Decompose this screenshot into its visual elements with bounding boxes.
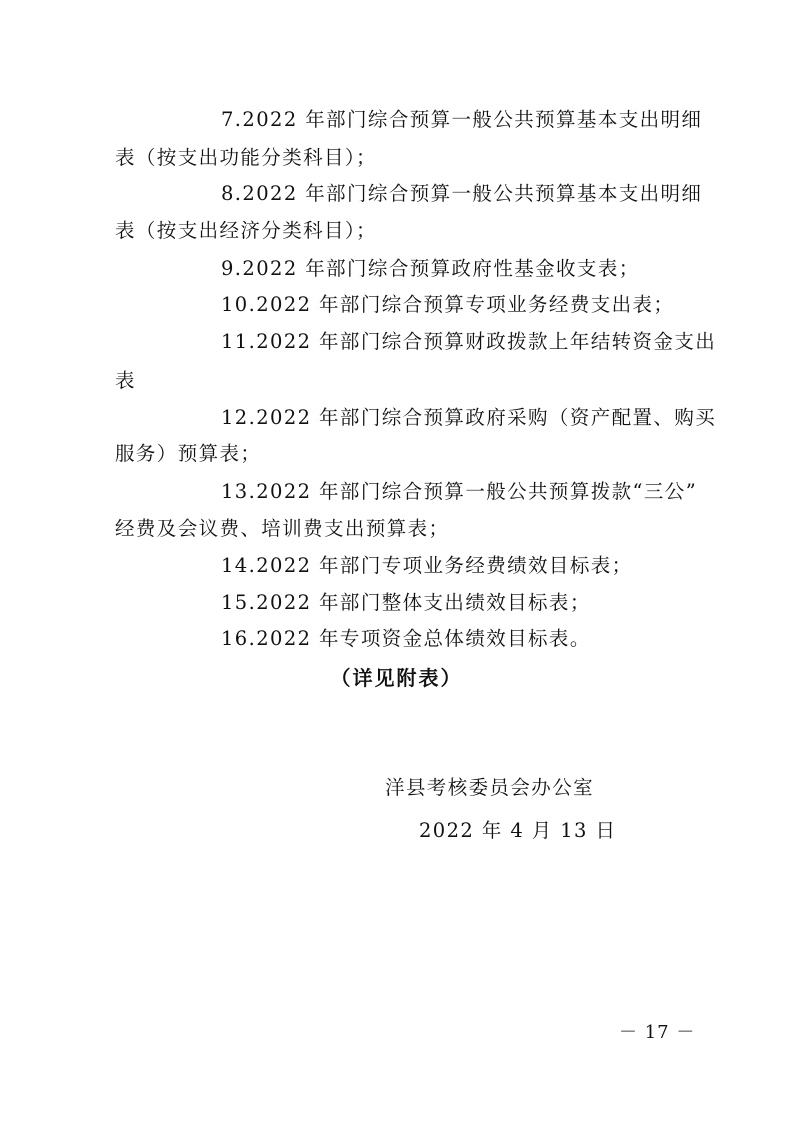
- list-item-11-line-2: 表: [115, 369, 136, 392]
- list-item-13-line-2: 经费及会议费、培训费支出预算表；: [115, 517, 450, 540]
- signature-date: 2022 年 4 月 13 日: [419, 819, 617, 842]
- list-item-13-line-1: 13.2022 年部门综合预算一般公共预算拨款“三公”: [221, 480, 698, 503]
- list-item-12-line-1: 12.2022 年部门综合预算政府采购（资产配置、购买: [221, 406, 717, 429]
- list-item-10: 10.2022 年部门综合预算专项业务经费支出表；: [221, 293, 675, 316]
- signature-office: 洋县考核委员会办公室: [385, 776, 595, 799]
- list-item-8-line-2: 表（按支出经济分类科目）；: [115, 219, 377, 242]
- page-number: － 17 －: [619, 1022, 696, 1043]
- list-item-9: 9.2022 年部门综合预算政府性基金收支表；: [221, 257, 640, 280]
- list-item-16: 16.2022 年专项资金总体绩效目标表。: [221, 627, 591, 650]
- list-item-14: 14.2022 年部门专项业务经费绩效目标表；: [221, 554, 633, 577]
- list-item-12-line-2: 服务）预算表；: [115, 442, 262, 465]
- list-item-7-line-2: 表（按支出功能分类科目）；: [115, 146, 377, 169]
- attachment-note: （详见附表）: [330, 666, 463, 690]
- list-item-11-line-1: 11.2022 年部门综合预算财政拨款上年结转资金支出: [221, 330, 717, 353]
- list-item-15: 15.2022 年部门整体支出绩效目标表；: [221, 591, 591, 614]
- list-item-7-line-1: 7.2022 年部门综合预算一般公共预算基本支出明细: [221, 108, 703, 131]
- list-item-8-line-1: 8.2022 年部门综合预算一般公共预算基本支出明细: [221, 182, 703, 205]
